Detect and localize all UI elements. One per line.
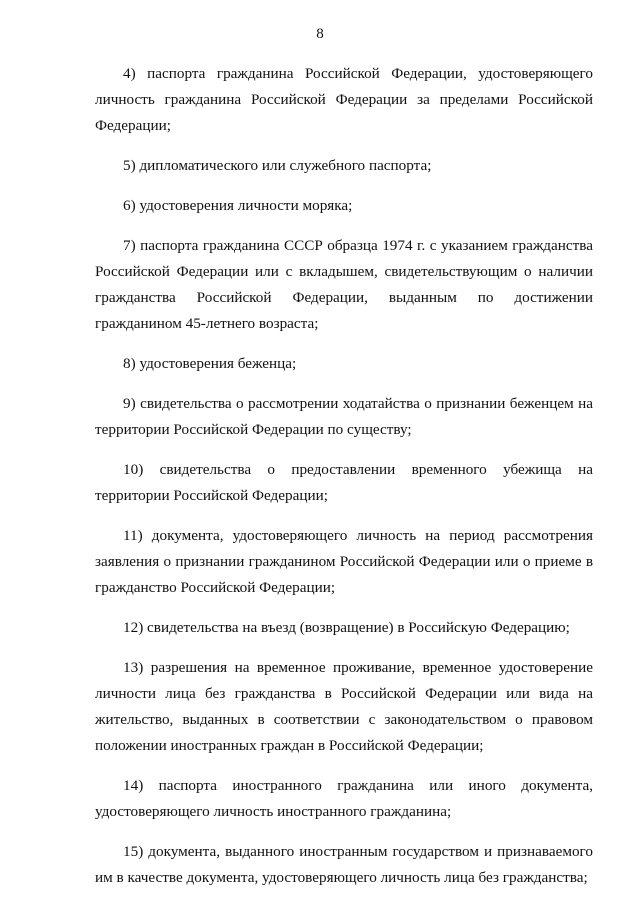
list-item: 4) паспорта гражданина Российской Федерации, удостоверяющего личность гражданина Российской Федерации за пределами Российской Федерации; <box>95 65 593 134</box>
document-list <box>95 61 593 905</box>
list-item: 10) свидетельства о предоставлении временного убежища на территории Российской Федерации; <box>95 461 593 504</box>
list-item: 6) удостоверения личности моряка; <box>123 197 353 214</box>
list-item: 14) паспорта иностранного гражданина или иного документа, удостоверяющего личность иностранного гражданина; <box>95 777 593 820</box>
page-number: 8 <box>316 26 324 42</box>
list-item: 9) свидетельства о рассмотрении ходатайства о признании беженцем на территории Российской Федерации по существу; <box>95 395 593 438</box>
list-item: 11) документа, удостоверяющего личность на период рассмотрения заявления о признании гражданином Российской Федерации или о приеме в гражданство Российской Федерации; <box>95 527 593 596</box>
list-item: 7) паспорта гражданина СССР образца 1974 г. с указанием гражданства Российской Федерации или с вкладышем, свидетельствующим о наличии гражданства Российской Федерации, выданным по достижении гражданином 45-летнего возраста; <box>95 237 593 332</box>
list-item: 8) удостоверения беженца; <box>123 355 297 372</box>
list-item: 5) дипломатического или служебного паспорта; <box>123 157 432 174</box>
list-item: 12) свидетельства на въезд (возвращение) в Российскую Федерацию; <box>123 619 570 636</box>
list-item: 15) документа, выданного иностранным государством и признаваемого им в качестве документа, удостоверяющего личность лица без гражданства; <box>95 843 593 886</box>
list-item: 13) разрешения на временное проживание, временное удостоверение личности лица без гражданства в Российской Федерации или вида на жительство, выданных в соответствии с законодательством о правовом положении иностранных граждан в Российской Федерации; <box>95 659 593 754</box>
